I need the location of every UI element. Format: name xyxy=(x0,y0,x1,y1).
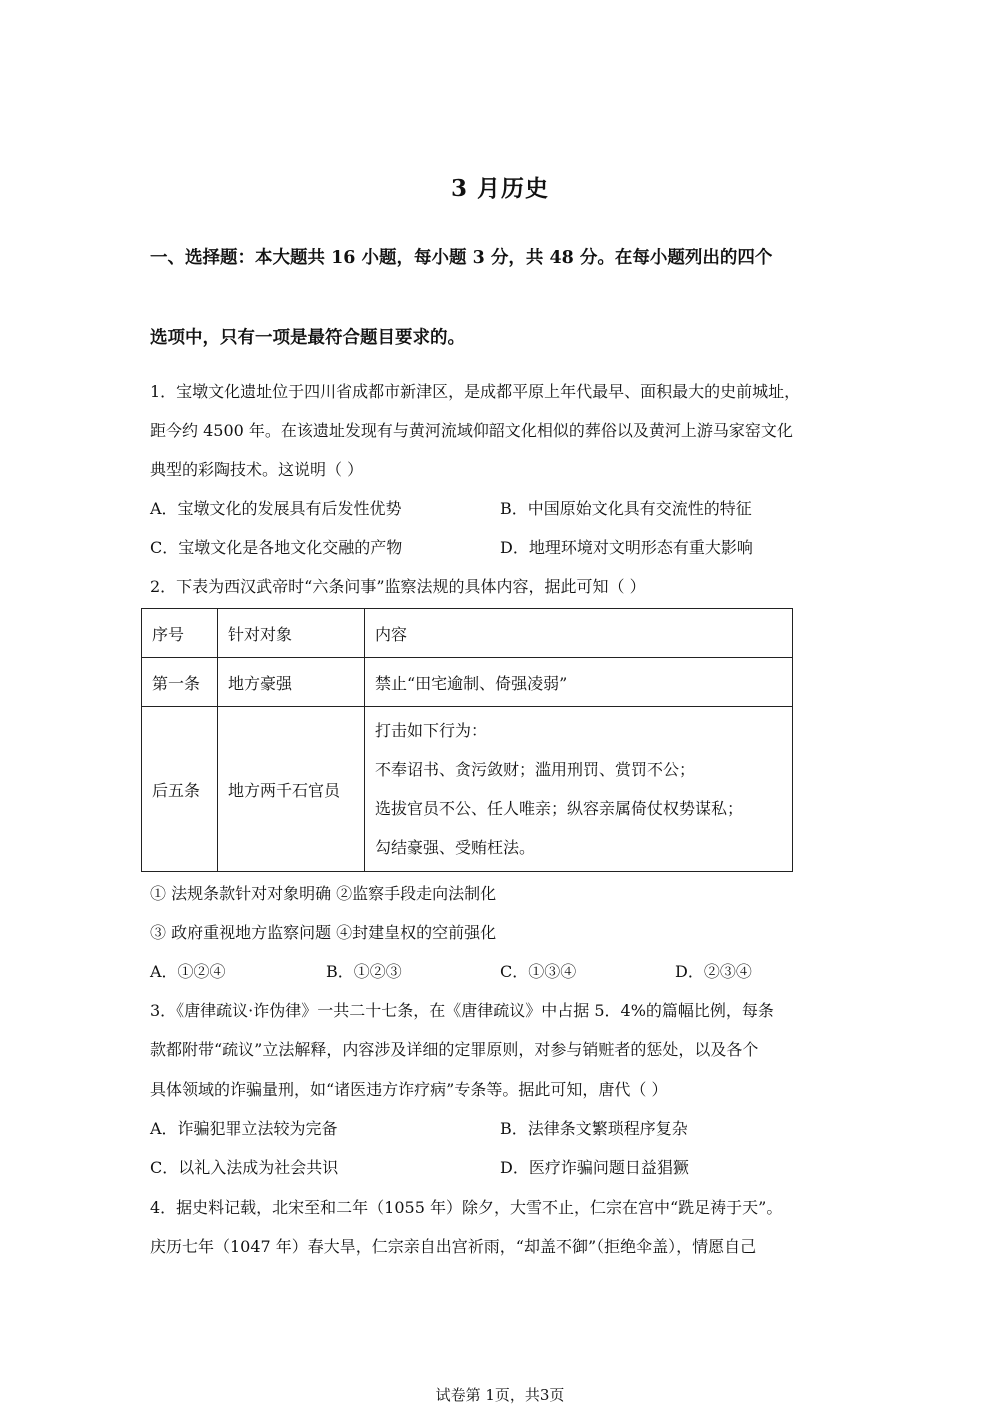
q1-stem-line-2: 距今约 4500 年。在该遗址发现有与黄河流域仰韶文化相似的葬俗以及黄河上游马家窑文化 xyxy=(150,421,793,440)
q2-option-b: B．①②③ xyxy=(326,962,402,981)
q1-stem-line-1: 1．宝墩文化遗址位于四川省成都市新津区，是成都平原上年代最早、面积最大的史前城址， xyxy=(150,382,801,401)
q2-option-d: D．②③④ xyxy=(675,962,752,981)
q2-stem: 2．下表为西汉武帝时“六条问事”监察法规的具体内容，据此可知（ ） xyxy=(150,577,646,596)
content-line: 勾结豪强、受贿枉法。 xyxy=(375,838,536,857)
q3-stem-line-3: 具体领域的诈骗量刑，如“诸医违方诈疗病”专条等。据此可知，唐代（ ） xyxy=(150,1080,668,1099)
q3-option-c: C．以礼入法成为社会共识 xyxy=(150,1158,339,1177)
table-header-row xyxy=(142,609,793,658)
q3-option-a: A．诈骗犯罪立法较为完备 xyxy=(150,1119,338,1138)
q3-option-d: D．医疗诈骗问题日益猖獗 xyxy=(500,1158,689,1177)
table-cell-seq: 后五条 xyxy=(142,707,218,872)
page-footer: 试卷第 1页，共3页 xyxy=(435,1386,565,1404)
table-header-seq: 序号 xyxy=(142,609,218,658)
table-cell-content: 禁止“田宅逾制、倚强凌弱” xyxy=(365,658,793,707)
table-cell-target: 地方两千石官员 xyxy=(218,707,365,872)
q1-option-a: A．宝墩文化的发展具有后发性优势 xyxy=(150,499,402,518)
q1-option-b: B．中国原始文化具有交流性的特征 xyxy=(500,499,752,518)
content-line: 不奉诏书、贪污敛财；滥用刑罚、赏罚不公； xyxy=(375,760,696,779)
table-row xyxy=(142,658,793,707)
table-cell-seq: 第一条 xyxy=(142,658,218,707)
q4-stem-line-1: 4．据史料记载，北宋至和二年（1055 年）除夕，大雪不止，仁宗在宫中“跣足祷于天”。 xyxy=(150,1198,783,1217)
q2-statements-line-1: ① 法规条款针对对象明确 ②监察手段走向法制化 xyxy=(150,884,497,903)
content-line: 打击如下行为： xyxy=(375,721,488,740)
section-heading-line-1: 一、选择题：本大题共 16 小题，每小题 3 分，共 48 分。在每小题列出的四个 xyxy=(150,248,773,268)
q2-option-c: C．①③④ xyxy=(500,962,577,981)
q2-statements-line-2: ③ 政府重视地方监察问题 ④封建皇权的空前强化 xyxy=(150,923,497,942)
table-header-target: 针对对象 xyxy=(218,609,365,658)
table-cell-target: 地方豪强 xyxy=(218,658,365,707)
q4-stem-line-2: 庆历七年（1047 年）春大旱，仁宗亲自出宫祈雨，“却盖不御”（拒绝伞盖），情愿自己 xyxy=(150,1237,757,1256)
table-row xyxy=(142,707,793,872)
q3-stem-line-2: 款都附带“疏议”立法解释，内容涉及详细的定罪原则，对参与销赃者的惩处，以及各个 xyxy=(150,1040,759,1059)
q1-option-c: C．宝墩文化是各地文化交融的产物 xyxy=(150,538,403,557)
q1-stem-line-3: 典型的彩陶技术。这说明（ ） xyxy=(150,460,364,479)
page-title: 3 月历史 xyxy=(450,175,549,202)
liutiao-wenshi-table xyxy=(141,608,793,872)
q3-stem-line-1: 3．《唐律疏议·诈伪律》一共二十七条，在《唐律疏议》中占据 5．4%的篇幅比例，每条 xyxy=(150,1001,774,1020)
q1-option-d: D．地理环境对文明形态有重大影响 xyxy=(500,538,753,557)
q3-option-b: B．法律条文繁琐程序复杂 xyxy=(500,1119,688,1138)
content-line: 选拔官员不公、任人唯亲；纵容亲属倚仗权势谋私； xyxy=(375,799,744,818)
q2-option-a: A．①②④ xyxy=(150,962,226,981)
table-header-content: 内容 xyxy=(365,609,793,658)
section-heading-line-2: 选项中，只有一项是最符合题目要求的。 xyxy=(150,328,465,348)
table-cell-content xyxy=(365,707,793,872)
